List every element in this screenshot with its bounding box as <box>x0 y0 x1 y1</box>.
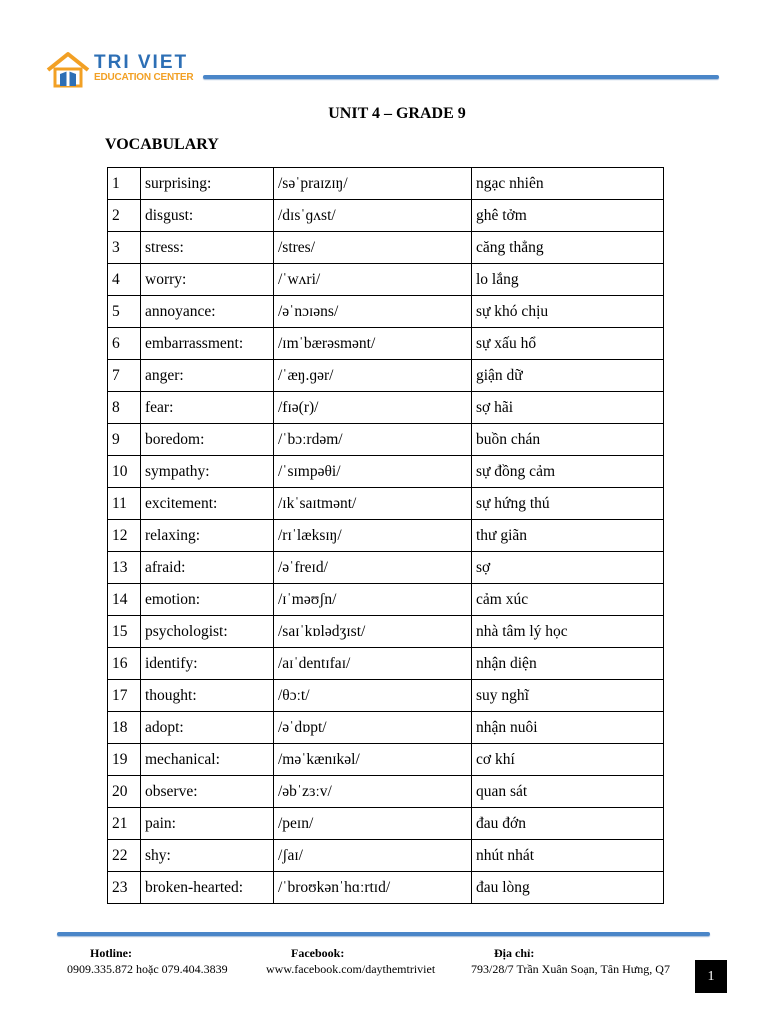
vocab-pronunciation: /ˈæŋ.ɡər/ <box>274 360 472 392</box>
table-row <box>108 840 664 872</box>
vocab-word: excitement: <box>141 488 274 520</box>
table-row <box>108 616 664 648</box>
row-number: 4 <box>108 264 141 296</box>
facebook-label: Facebook: <box>291 946 345 960</box>
table-row <box>108 648 664 680</box>
vocab-meaning: cơ khí <box>472 744 664 776</box>
footer-divider <box>57 932 710 936</box>
page-title: UNIT 4 – GRADE 9 <box>328 105 466 122</box>
row-number: 1 <box>108 168 141 200</box>
vocab-meaning: sợ <box>472 552 664 584</box>
table-row <box>108 744 664 776</box>
table-row <box>108 232 664 264</box>
vocab-pronunciation: /θɔːt/ <box>274 680 472 712</box>
vocab-word: surprising: <box>141 168 274 200</box>
row-number: 5 <box>108 296 141 328</box>
vocab-word: embarrassment: <box>141 328 274 360</box>
vocab-pronunciation: /səˈpraɪzɪŋ/ <box>274 168 472 200</box>
vocab-pronunciation: /dɪsˈɡʌst/ <box>274 200 472 232</box>
header-divider <box>203 75 719 79</box>
vocab-word: emotion: <box>141 584 274 616</box>
logo-subtitle: EDUCATION CENTER <box>94 72 194 83</box>
row-number: 22 <box>108 840 141 872</box>
table-row <box>108 680 664 712</box>
vocab-meaning: đau đớn <box>472 808 664 840</box>
vocab-meaning: sự xấu hổ <box>472 328 664 360</box>
vocab-meaning: quan sát <box>472 776 664 808</box>
table-row <box>108 392 664 424</box>
vocab-word: anger: <box>141 360 274 392</box>
vocab-word: fear: <box>141 392 274 424</box>
logo-title: TRI VIET <box>94 52 189 73</box>
row-number: 3 <box>108 232 141 264</box>
vocab-pronunciation: /fɪə(r)/ <box>274 392 472 424</box>
vocab-meaning: suy nghĩ <box>472 680 664 712</box>
row-number: 21 <box>108 808 141 840</box>
table-row <box>108 776 664 808</box>
section-heading: VOCABULARY <box>105 136 219 153</box>
table-row <box>108 712 664 744</box>
vocab-pronunciation: /əˈnɔɪəns/ <box>274 296 472 328</box>
page-number: 1 <box>695 960 727 993</box>
row-number: 17 <box>108 680 141 712</box>
vocab-word: relaxing: <box>141 520 274 552</box>
vocab-pronunciation: /ˈbɔːrdəm/ <box>274 424 472 456</box>
row-number: 15 <box>108 616 141 648</box>
row-number: 11 <box>108 488 141 520</box>
vocab-pronunciation: /ʃaɪ/ <box>274 840 472 872</box>
vocab-pronunciation: /əbˈzɜːv/ <box>274 776 472 808</box>
vocab-word: thought: <box>141 680 274 712</box>
vocab-word: stress: <box>141 232 274 264</box>
vocab-word: annoyance: <box>141 296 274 328</box>
vocab-meaning: ngạc nhiên <box>472 168 664 200</box>
vocab-word: observe: <box>141 776 274 808</box>
vocab-pronunciation: /ɪmˈbærəsmənt/ <box>274 328 472 360</box>
page-header <box>0 0 768 100</box>
row-number: 7 <box>108 360 141 392</box>
vocab-word: broken-hearted: <box>141 872 274 904</box>
vocab-pronunciation: /rɪˈlæksɪŋ/ <box>274 520 472 552</box>
vocab-meaning: nhận nuôi <box>472 712 664 744</box>
vocab-pronunciation: /məˈkænɪkəl/ <box>274 744 472 776</box>
row-number: 23 <box>108 872 141 904</box>
vocab-meaning: giận dữ <box>472 360 664 392</box>
vocab-word: sympathy: <box>141 456 274 488</box>
vocab-meaning: căng thẳng <box>472 232 664 264</box>
table-row <box>108 520 664 552</box>
vocab-word: disgust: <box>141 200 274 232</box>
table-row <box>108 200 664 232</box>
vocab-meaning: buồn chán <box>472 424 664 456</box>
vocab-meaning: nhà tâm lý học <box>472 616 664 648</box>
vocab-word: afraid: <box>141 552 274 584</box>
row-number: 16 <box>108 648 141 680</box>
row-number: 10 <box>108 456 141 488</box>
vocab-meaning: nhận diện <box>472 648 664 680</box>
facebook-link[interactable]: www.facebook.com/daythemtriviet <box>266 962 436 976</box>
row-number: 13 <box>108 552 141 584</box>
table-row <box>108 456 664 488</box>
vocab-word: shy: <box>141 840 274 872</box>
vocab-meaning: đau lòng <box>472 872 664 904</box>
row-number: 2 <box>108 200 141 232</box>
vocab-word: boredom: <box>141 424 274 456</box>
vocab-meaning: sự đồng cảm <box>472 456 664 488</box>
vocab-word: identify: <box>141 648 274 680</box>
table-row <box>108 264 664 296</box>
vocab-pronunciation: /ˈbroʊkənˈhɑːrtɪd/ <box>274 872 472 904</box>
vocab-word: psychologist: <box>141 616 274 648</box>
vocab-meaning: sợ hãi <box>472 392 664 424</box>
vocab-pronunciation: /əˈdɒpt/ <box>274 712 472 744</box>
vocabulary-table-body <box>108 168 664 904</box>
table-row <box>108 328 664 360</box>
vocab-pronunciation: /əˈfreɪd/ <box>274 552 472 584</box>
row-number: 20 <box>108 776 141 808</box>
table-row <box>108 584 664 616</box>
vocab-word: adopt: <box>141 712 274 744</box>
vocab-meaning: sự khó chịu <box>472 296 664 328</box>
vocab-meaning: thư giãn <box>472 520 664 552</box>
vocabulary-table <box>107 167 664 904</box>
vocab-meaning: lo lắng <box>472 264 664 296</box>
vocab-pronunciation: /ɪkˈsaɪtmənt/ <box>274 488 472 520</box>
vocab-meaning: ghê tởm <box>472 200 664 232</box>
vocab-meaning: sự hứng thú <box>472 488 664 520</box>
vocab-meaning: cảm xúc <box>472 584 664 616</box>
vocab-pronunciation: /ˈsɪmpəθi/ <box>274 456 472 488</box>
row-number: 12 <box>108 520 141 552</box>
table-row <box>108 296 664 328</box>
table-row <box>108 424 664 456</box>
address-label: Địa chỉ: <box>494 946 535 960</box>
table-row <box>108 360 664 392</box>
table-row <box>108 488 664 520</box>
address-value: 793/28/7 Trần Xuân Soạn, Tân Hưng, Q7 <box>471 962 670 976</box>
vocab-meaning: nhút nhát <box>472 840 664 872</box>
table-row <box>108 808 664 840</box>
vocab-pronunciation: /ɪˈməʊʃn/ <box>274 584 472 616</box>
row-number: 19 <box>108 744 141 776</box>
row-number: 18 <box>108 712 141 744</box>
vocab-word: mechanical: <box>141 744 274 776</box>
row-number: 6 <box>108 328 141 360</box>
row-number: 14 <box>108 584 141 616</box>
vocab-pronunciation: /saɪˈkɒlədʒɪst/ <box>274 616 472 648</box>
vocab-pronunciation: /peɪn/ <box>274 808 472 840</box>
vocab-word: pain: <box>141 808 274 840</box>
vocab-pronunciation: /aɪˈdentɪfaɪ/ <box>274 648 472 680</box>
hotline-value: 0909.335.872 hoặc 079.404.3839 <box>67 962 228 976</box>
table-row <box>108 168 664 200</box>
table-row <box>108 552 664 584</box>
vocab-pronunciation: /ˈwʌri/ <box>274 264 472 296</box>
table-row <box>108 872 664 904</box>
hotline-label: Hotline: <box>90 946 132 960</box>
vocab-word: worry: <box>141 264 274 296</box>
vocab-pronunciation: /stres/ <box>274 232 472 264</box>
row-number: 8 <box>108 392 141 424</box>
row-number: 9 <box>108 424 141 456</box>
